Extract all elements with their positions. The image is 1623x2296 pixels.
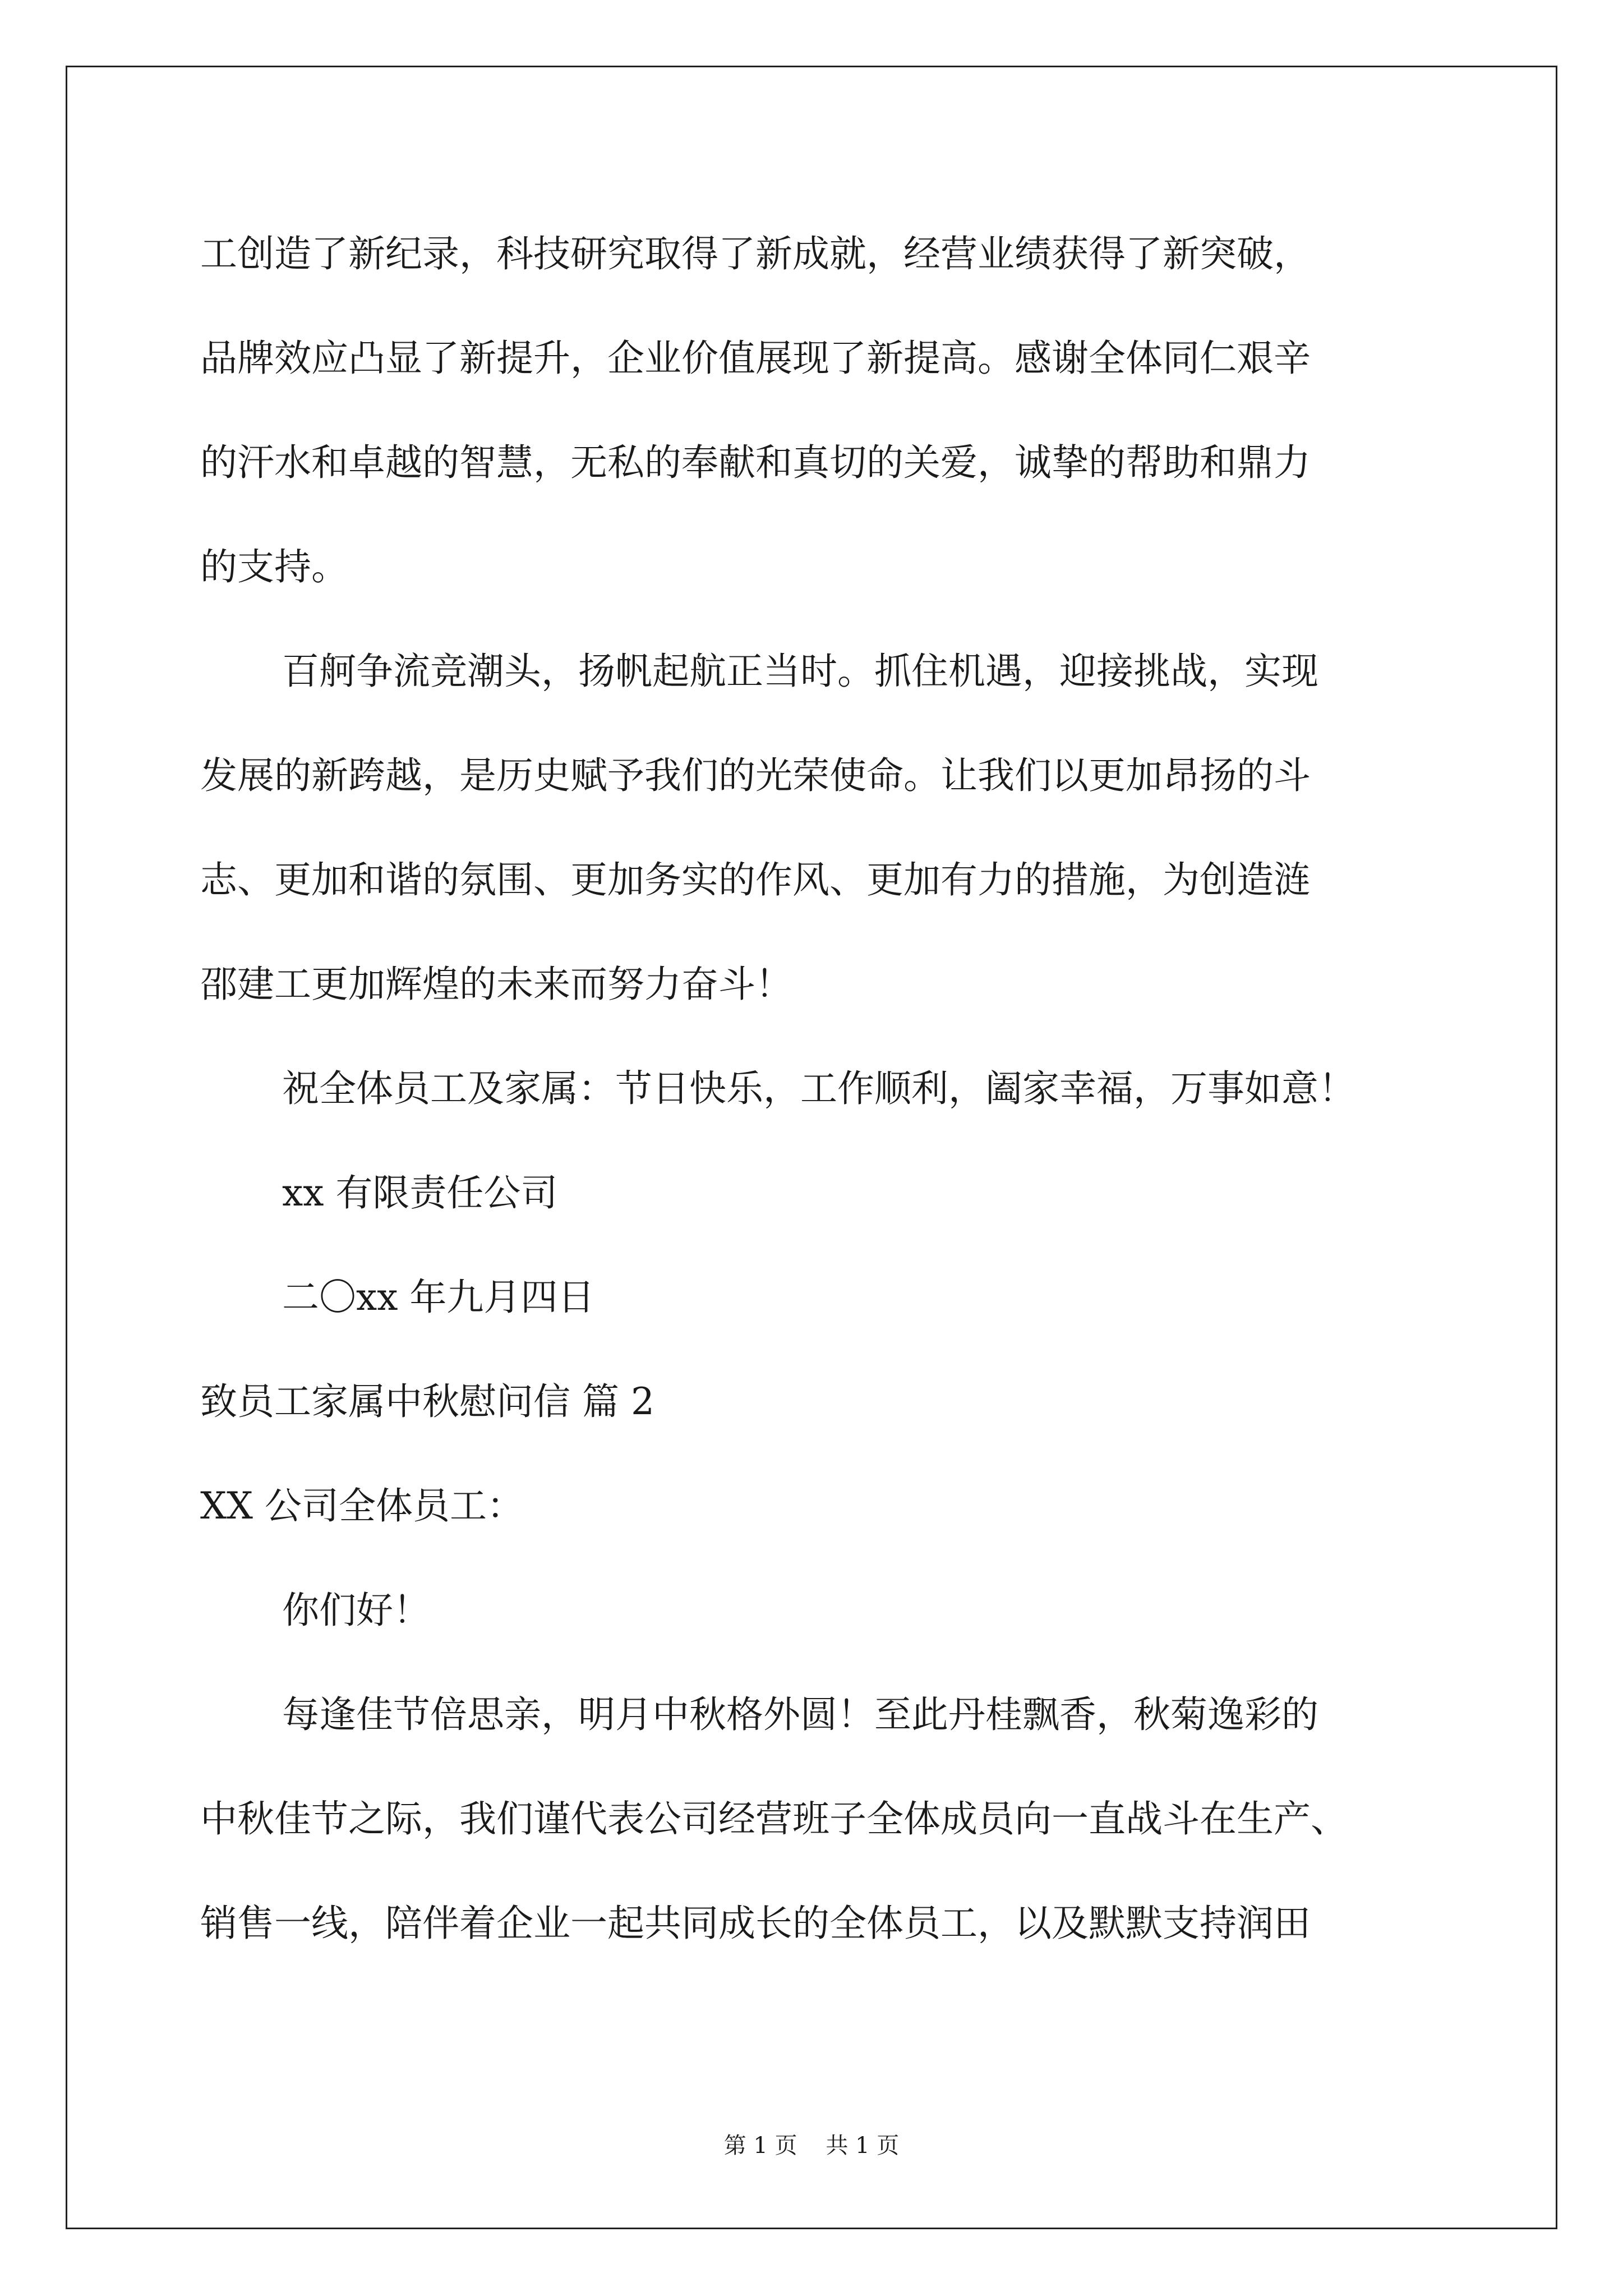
paragraph-line: 中秋佳节之际，我们谨代表公司经营班子全体成员向一直战斗在生产、 xyxy=(200,1797,1348,1841)
paragraph-line: 工创造了新纪录，科技研究取得了新成就，经营业绩获得了新突破， xyxy=(200,232,1311,275)
greeting-line: 祝全体员工及家属：节日快乐，工作顺利，阖家幸福，万事如意！ xyxy=(282,1067,1355,1110)
greeting: 你们好！ xyxy=(282,1589,430,1632)
document-body xyxy=(200,202,1434,1976)
paragraph-line: 志、更加和谐的氛围、更加务实的作风、更加有力的措施，为创造涟 xyxy=(200,858,1311,901)
paragraph-line: 品牌效应凸显了新提升，企业价值展现了新提高。感谢全体同仁艰辛 xyxy=(200,337,1311,380)
paragraph-line: 的支持。 xyxy=(200,545,348,588)
paragraph-line: 销售一线，陪伴着企业一起共同成长的全体员工，以及默默支持润田 xyxy=(200,1902,1311,1945)
page-footer: 第 1 页 共 1 页 xyxy=(723,2133,900,2159)
paragraph-line: 每逢佳节倍思亲，明月中秋格外圆！至此丹桂飘香，秋菊逸彩的 xyxy=(282,1693,1318,1736)
salutation: XX 公司全体员工： xyxy=(200,1484,524,1527)
paragraph-line: 的汗水和卓越的智慧，无私的奉献和真切的关爱，诚挚的帮助和鼎力 xyxy=(200,441,1311,484)
section-heading: 致员工家属中秋慰问信 篇 2 xyxy=(200,1380,654,1423)
paragraph-line: 百舸争流竞潮头，扬帆起航正当时。抓住机遇，迎接挑战，实现 xyxy=(282,650,1318,693)
paragraph-line: 邵建工更加辉煌的未来而努力奋斗！ xyxy=(200,963,792,1006)
paragraph-line: 发展的新跨越，是历史赋予我们的光荣使命。让我们以更加昂扬的斗 xyxy=(200,754,1311,797)
signature-company: xx 有限责任公司 xyxy=(282,1171,558,1214)
signature-date: 二〇xx 年九月四日 xyxy=(282,1276,595,1319)
